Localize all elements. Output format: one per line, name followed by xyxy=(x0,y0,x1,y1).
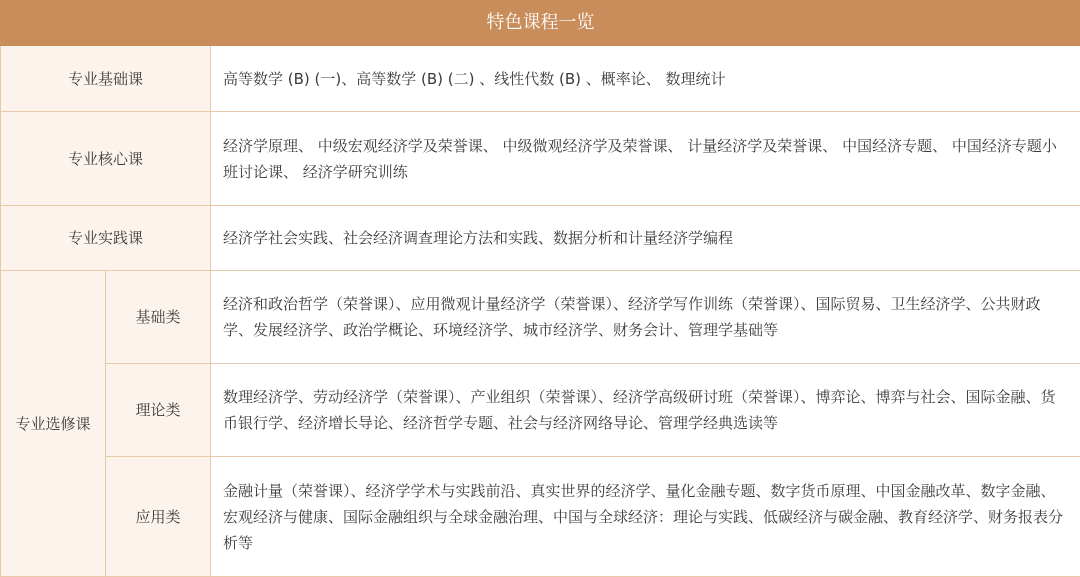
category-core: 专业核心课 xyxy=(1,112,211,206)
subcategory-basic: 基础类 xyxy=(106,271,211,364)
row-elective-basic xyxy=(1,271,1080,364)
content-practice: 经济学社会实践、社会经济调查理论方法和实践、数据分析和计量经济学编程 xyxy=(211,206,1080,271)
row-basic xyxy=(1,46,1080,112)
content-elective-basic: 经济和政治哲学（荣誉课）、应用微观计量经济学（荣誉课）、经济学写作训练（荣誉课）、国际贸易、卫生经济学、公共财政学、发展经济学、政治学概论、环境经济学、城市经济学、财务会计、管理学基础等 xyxy=(211,271,1080,364)
table-title: 特色课程一览 xyxy=(1,1,1080,46)
content-core: 经济学原理、 中级宏观经济学及荣誉课、 中级微观经济学及荣誉课、 计量经济学及荣誉课、 中国经济专题、 中国经济专题小班讨论课、 经济学研究训练 xyxy=(211,112,1080,206)
row-elective-theory xyxy=(1,364,1080,457)
row-core xyxy=(1,112,1080,206)
category-basic: 专业基础课 xyxy=(1,46,211,112)
row-practice xyxy=(1,206,1080,271)
row-elective-applied xyxy=(1,457,1080,577)
content-elective-theory: 数理经济学、劳动经济学（荣誉课）、产业组织（荣誉课）、经济学高级研讨班（荣誉课）、博弈论、博弈与社会、国际金融、货币银行学、经济增长导论、经济哲学专题、社会与经济网络导论、管理学经典选读等 xyxy=(211,364,1080,457)
subcategory-theory: 理论类 xyxy=(106,364,211,457)
category-elective: 专业选修课 xyxy=(1,271,106,577)
subcategory-applied: 应用类 xyxy=(106,457,211,577)
content-basic: 高等数学 (B) (一)、高等数学 (B) (二) 、线性代数 (B) 、概率论、 数理统计 xyxy=(211,46,1080,112)
content-elective-applied: 金融计量（荣誉课）、经济学学术与实践前沿、真实世界的经济学、量化金融专题、数字货币原理、中国金融改革、数字金融、宏观经济与健康、国际金融组织与全球金融治理、中国与全球经济：理论与实践、低碳经济与碳金融、教育经济学、财务报表分析等 xyxy=(211,457,1080,577)
category-practice: 专业实践课 xyxy=(1,206,211,271)
title-row xyxy=(1,1,1080,46)
